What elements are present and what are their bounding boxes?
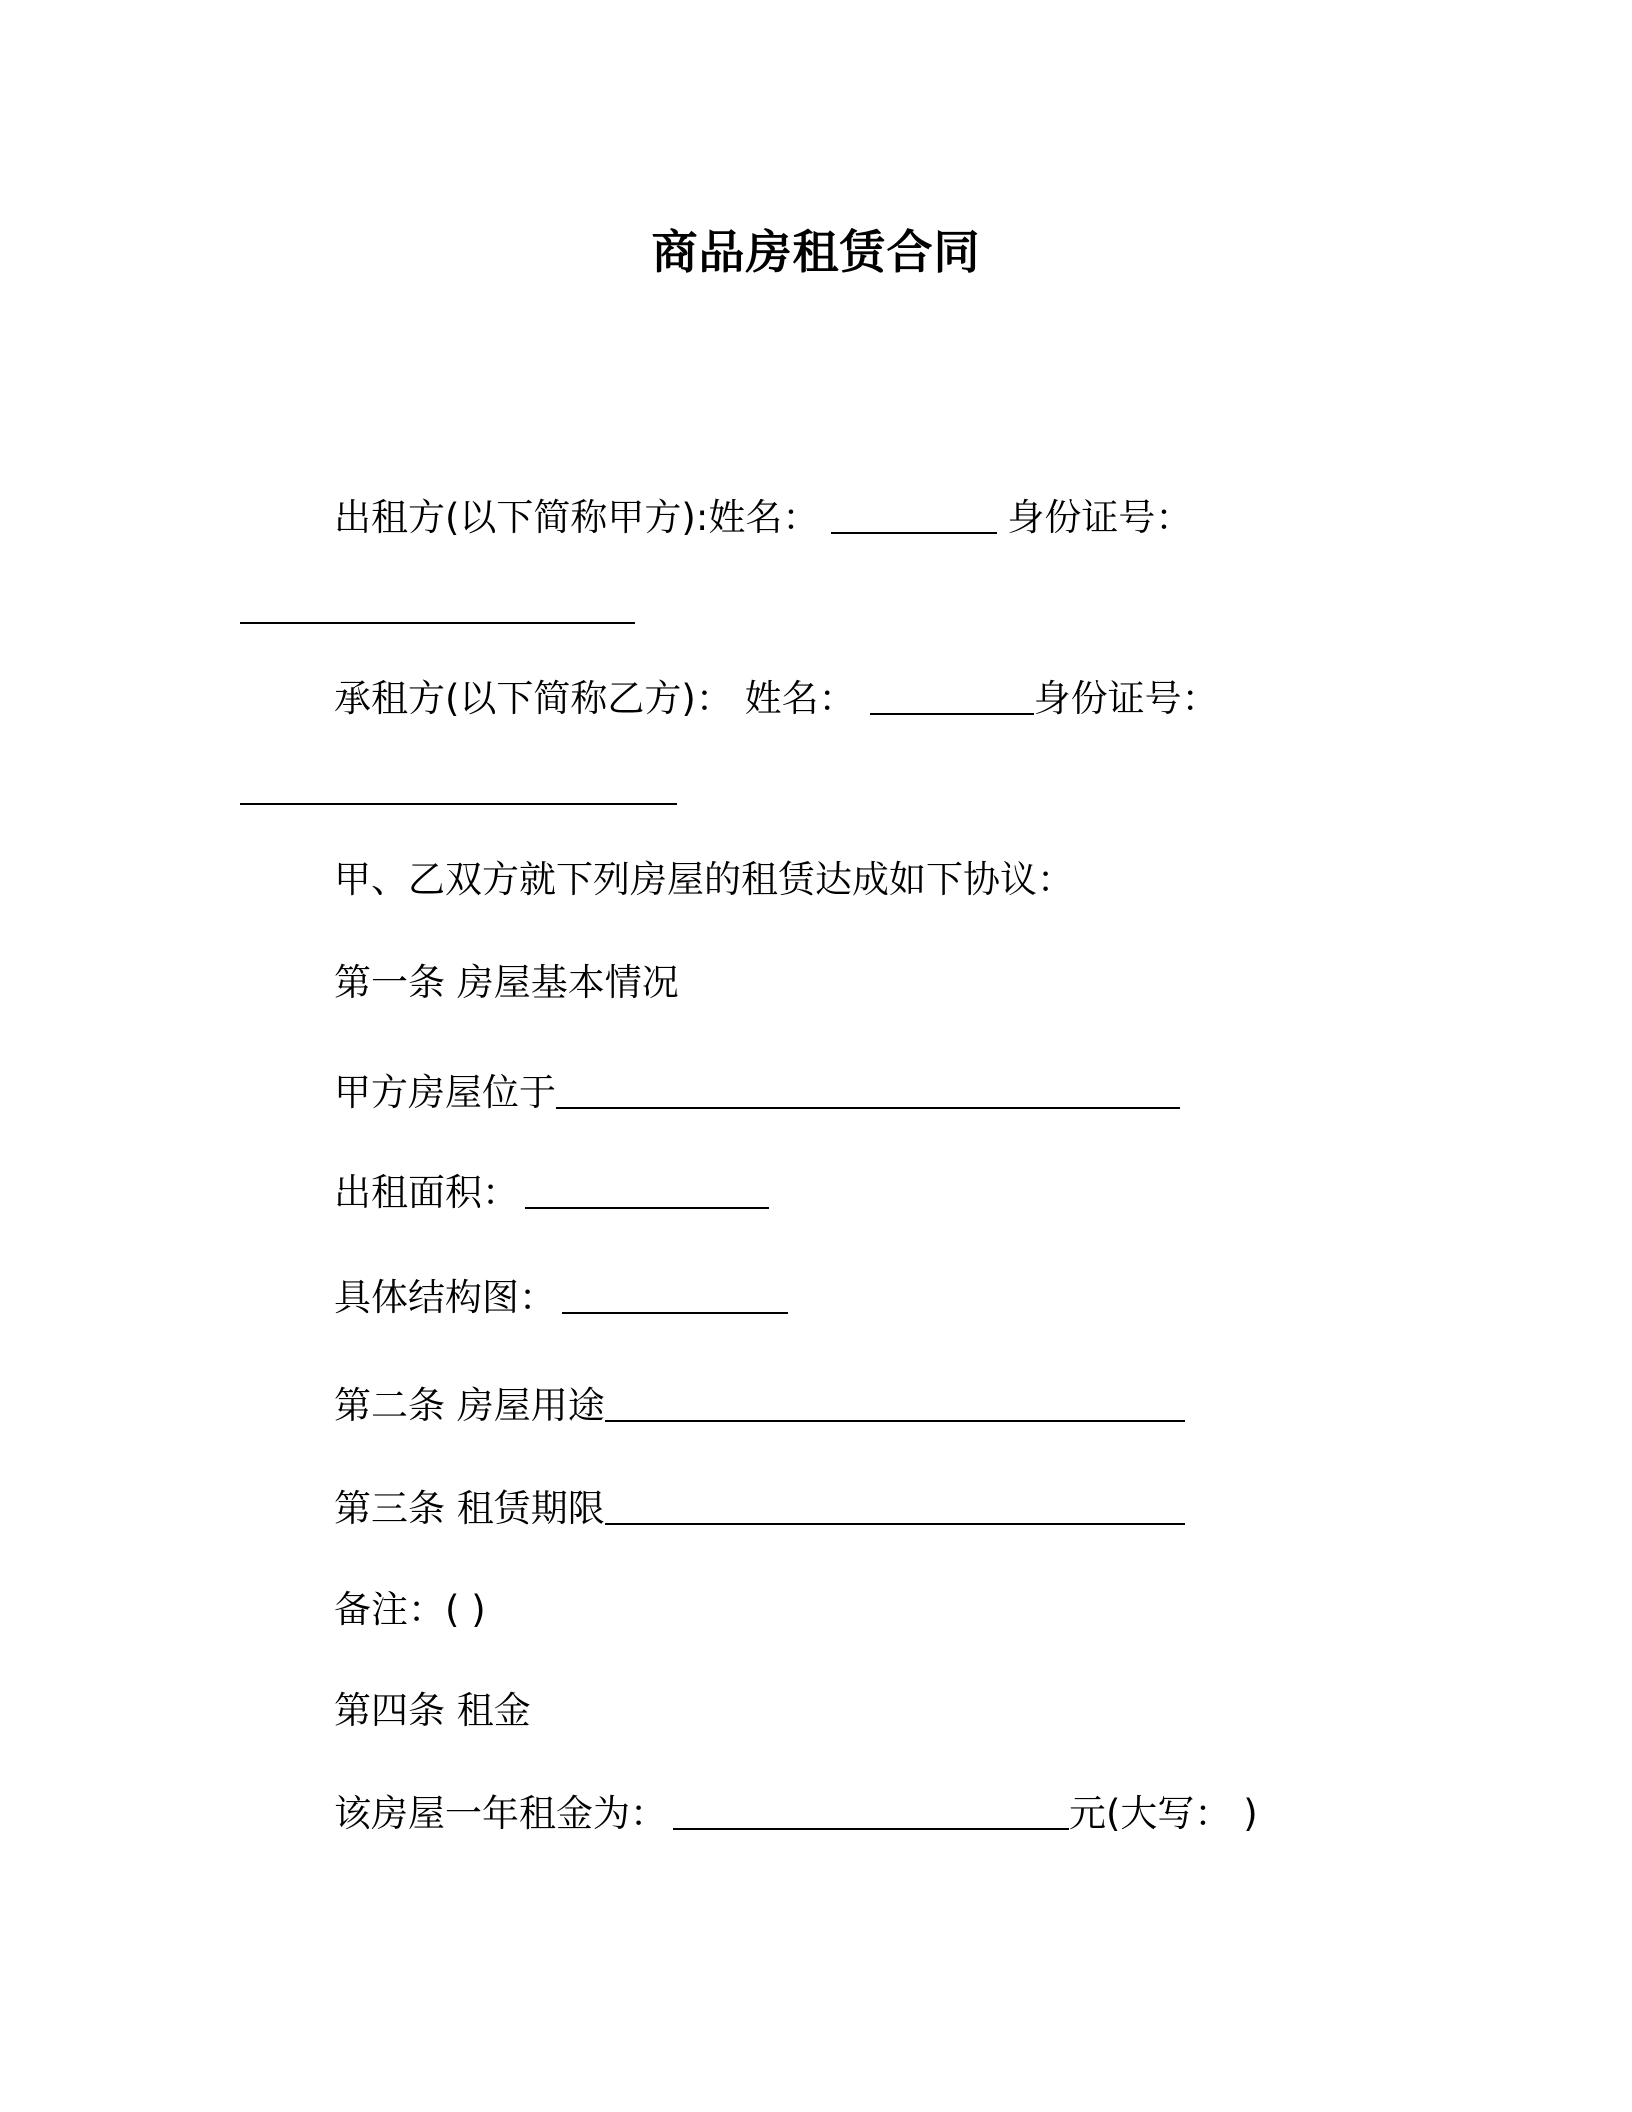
- lessee-line: [334, 674, 1219, 724]
- term-blank[interactable]: [605, 1489, 1185, 1525]
- lessee-id-blank[interactable]: [240, 769, 677, 805]
- article2-label: 第二条 房屋用途: [334, 1384, 605, 1427]
- location-blank[interactable]: [556, 1073, 1180, 1109]
- lessor-name-blank[interactable]: [831, 498, 997, 534]
- article4-heading: 第四条 租金: [334, 1689, 531, 1732]
- rent-label: 该房屋一年租金为：: [334, 1792, 667, 1835]
- article2-line: [334, 1381, 1185, 1431]
- area-blank[interactable]: [525, 1173, 769, 1209]
- remark-line: 备注：( ): [334, 1588, 486, 1631]
- location-line: [334, 1068, 1180, 1118]
- location-label: 甲方房屋位于: [334, 1071, 556, 1114]
- usage-blank[interactable]: [605, 1386, 1185, 1422]
- agreement-intro: 甲、乙双方就下列房屋的租赁达成如下协议：: [334, 858, 1074, 901]
- lessee-id-label: 身份证号：: [1033, 677, 1219, 720]
- structure-label: 具体结构图：: [334, 1276, 556, 1319]
- article3-line: [334, 1484, 1185, 1534]
- document-title: 商品房租赁合同: [651, 225, 981, 279]
- lessor-line: [334, 493, 1192, 543]
- lessee-name-blank[interactable]: [870, 679, 1034, 715]
- structure-line: [334, 1273, 788, 1323]
- rent-suffix: 元(大写： ): [1069, 1792, 1258, 1835]
- lessee-name-label: 承租方(以下简称乙方)： 姓名：: [334, 677, 856, 720]
- area-line: [334, 1168, 769, 1218]
- lessor-name-label: 出租方(以下简称甲方):姓名：: [334, 496, 820, 539]
- rent-amount-blank[interactable]: [673, 1794, 1069, 1830]
- article1-heading: 第一条 房屋基本情况: [334, 961, 679, 1004]
- lessee-id-line: [240, 764, 677, 814]
- article3-label: 第三条 租赁期限: [334, 1487, 605, 1530]
- lessor-id-label: 身份证号：: [1007, 496, 1193, 539]
- lessor-id-blank[interactable]: [240, 588, 635, 624]
- structure-blank[interactable]: [562, 1278, 788, 1314]
- lessor-id-line: [240, 583, 635, 633]
- area-label: 出租面积：: [334, 1171, 519, 1214]
- rent-line: [334, 1789, 1258, 1839]
